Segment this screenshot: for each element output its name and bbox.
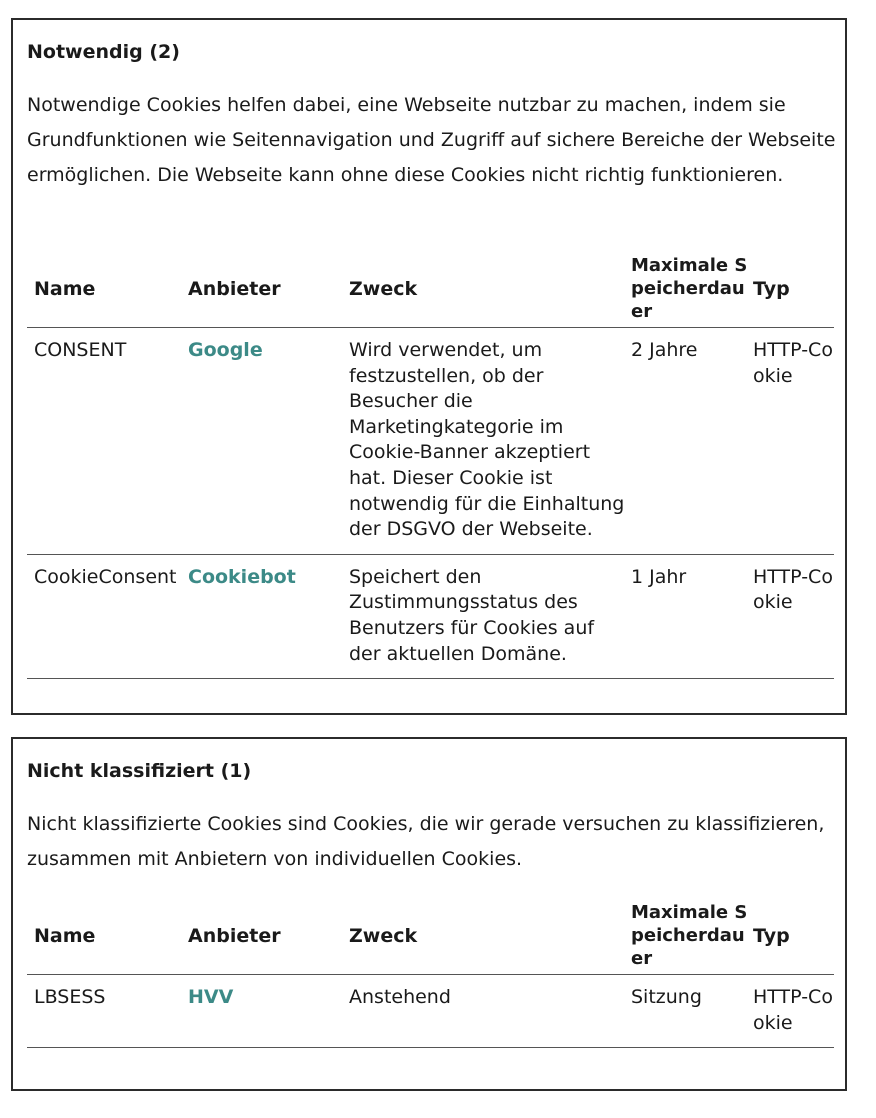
cookie-type: HTTP-Cookie	[749, 975, 834, 1048]
cookie-provider	[188, 328, 349, 555]
column-header-name: Name	[27, 254, 188, 328]
column-header-anbieter: Anbieter	[188, 254, 349, 328]
cookie-purpose: Wird verwendet, um festzustellen, ob der Besucher die Marketingkategorie im Cookie-Banner akzeptiert hat. Dieser Cookie ist notwendig für die Einhaltung der DSGVO der Webseite.	[349, 328, 631, 555]
cookie-category-necessary	[11, 18, 847, 715]
column-header-typ: Typ	[749, 901, 834, 975]
table-header-row	[27, 254, 834, 328]
cookie-name: LBSESS	[27, 975, 188, 1048]
column-header-max-duration: Maximale Speicherdauer	[631, 901, 749, 975]
cookie-category-unclassified	[11, 737, 847, 1091]
cookie-provider	[188, 554, 349, 678]
cookie-max-duration: 2 Jahre	[631, 328, 749, 555]
table-row	[27, 975, 834, 1048]
cookie-name: CONSENT	[27, 328, 188, 555]
category-description: Notwendige Cookies helfen dabei, eine Webseite nutzbar zu machen, indem sie Grundfunktionen wie Seitennavigation und Zugriff auf sichere Bereiche der Webseite ermöglichen. Die Webseite kann ohne diese Cookies nicht richtig funktionieren.	[27, 94, 836, 186]
cookie-provider	[188, 975, 349, 1048]
provider-link[interactable]: HVV	[188, 986, 234, 1008]
column-header-typ: Typ	[749, 254, 834, 328]
cookie-purpose: Speichert den Zustimmungsstatus des Benutzers für Cookies auf der aktuellen Domäne.	[349, 554, 631, 678]
cookie-max-duration: Sitzung	[631, 975, 749, 1048]
cookie-name: CookieConsent	[27, 554, 188, 678]
cookie-type: HTTP-Cookie	[749, 554, 834, 678]
category-description: Nicht klassifizierte Cookies sind Cookies, die wir gerade versuchen zu klassifizieren, zusammen mit Anbietern von individuellen Cookies.	[27, 813, 825, 870]
cookie-type: HTTP-Cookie	[749, 328, 834, 555]
category-title: Notwendig (2)	[27, 41, 180, 63]
cookie-table	[27, 901, 834, 1048]
table-row	[27, 328, 834, 555]
column-header-anbieter: Anbieter	[188, 901, 349, 975]
table-header-row	[27, 901, 834, 975]
cookie-table	[27, 254, 834, 679]
provider-link[interactable]: Cookiebot	[188, 565, 296, 588]
column-header-zweck: Zweck	[349, 254, 631, 328]
category-title: Nicht klassifiziert (1)	[27, 760, 252, 782]
column-header-max-duration: Maximale Speicherdauer	[631, 254, 749, 328]
cookie-purpose: Anstehend	[349, 975, 631, 1048]
cookie-max-duration: 1 Jahr	[631, 554, 749, 678]
table-row	[27, 554, 834, 678]
column-header-zweck: Zweck	[349, 901, 631, 975]
column-header-name: Name	[27, 901, 188, 975]
provider-link[interactable]: Google	[188, 339, 263, 361]
